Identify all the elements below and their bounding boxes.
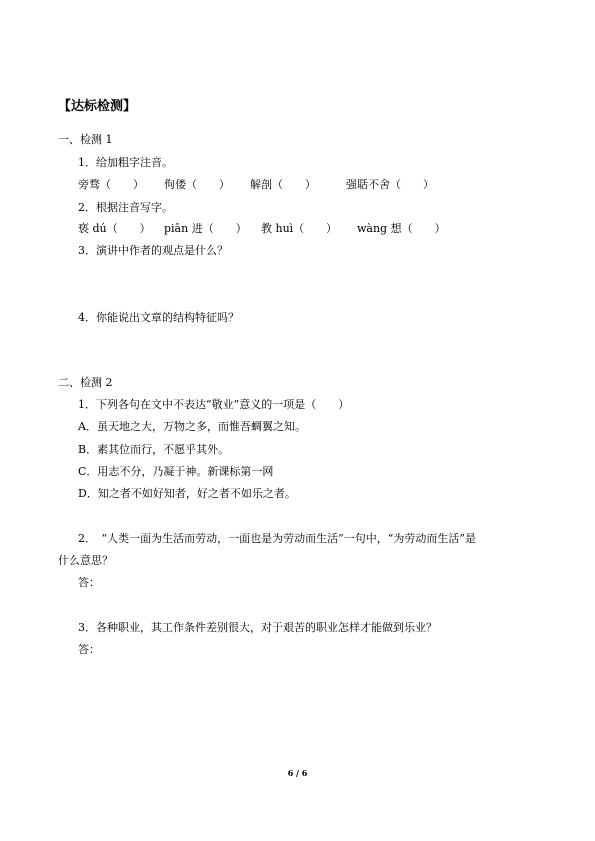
- q2-label: 2．根据注音写字。: [78, 201, 173, 214]
- q3: 3．演讲中作者的观点是什么？: [78, 244, 228, 257]
- page-number: 6 / 6: [287, 768, 308, 778]
- q1-items: [78, 178, 434, 192]
- q2-item: piān 进（ ）: [164, 222, 247, 235]
- p2-q2-line1: 2． “人类一面为生活而劳动，一面也是为劳动而生活”一句中，“为劳动而生活”是: [78, 532, 476, 545]
- q1-label: 1．给加粗字注音。: [78, 156, 173, 169]
- section-title: 【达标检测】: [58, 99, 137, 114]
- p2-q1-label: 1．下列各句在文中不表达“敬业”意义的一项是（ ）: [78, 398, 350, 411]
- p2-q1-option-a: A．虽天地之大，万物之多，而惟吾蜩翼之知。: [78, 420, 306, 433]
- q1-item: 佝偻（ ）: [164, 178, 230, 191]
- q1-item: 强聒不舍（ ）: [346, 178, 434, 191]
- q2-items: [78, 222, 446, 236]
- p2-q1-option-d: D．知之者不如好知者，好之者不如乐之者。: [78, 487, 296, 500]
- q4: 4．你能说出文章的结构特征吗？: [78, 311, 239, 324]
- part2-heading: 二、检测 2: [58, 376, 113, 389]
- p2-q2-answer: 答：: [78, 576, 100, 589]
- p2-q1-option-b: B．素其位而行，不愿乎其外。: [78, 443, 230, 456]
- q2-item: 教 huì（ ）: [261, 222, 338, 235]
- q2-item: wàng 想（ ）: [357, 222, 446, 235]
- p2-q2-line2: 什么意思？: [58, 554, 113, 567]
- p2-q3-answer: 答：: [78, 643, 100, 656]
- q1-item: 解剖（ ）: [250, 178, 316, 191]
- p2-q3-label: 3．各种职业，其工作条件差别很大，对于艰苦的职业怎样才能做到乐业？: [78, 621, 437, 634]
- part1-heading: 一、检测 1: [58, 133, 113, 146]
- p2-q1-option-c: C．用志不分，乃凝于神。新课标第一网: [78, 465, 274, 478]
- q2-item: 亵 dú（ ）: [78, 222, 151, 235]
- q1-item: 旁骛（ ）: [78, 178, 144, 191]
